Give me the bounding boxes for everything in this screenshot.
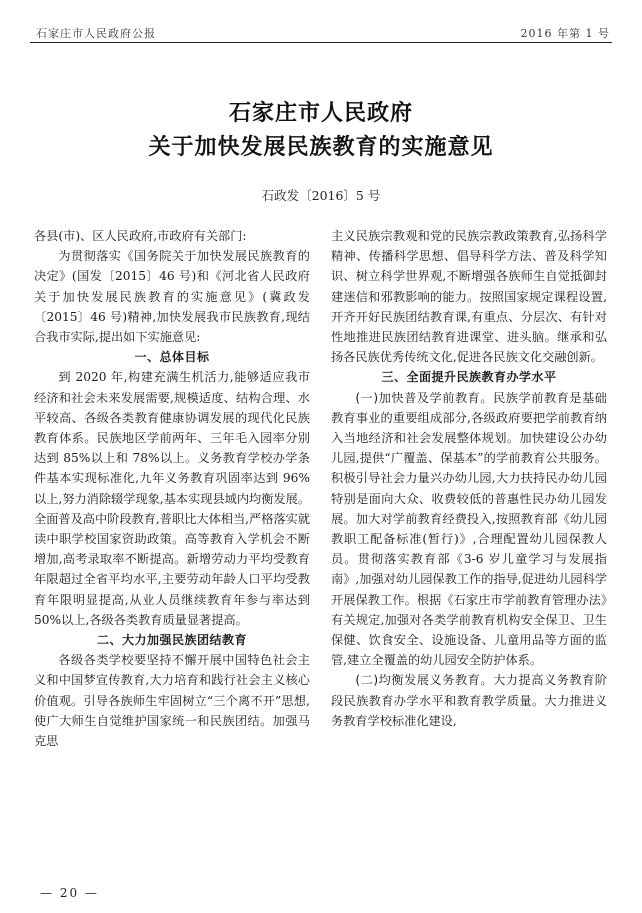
running-header [30, 22, 612, 42]
header-divider [30, 42, 612, 43]
document-title-line1: 石家庄市人民政府 [228, 101, 413, 126]
document-number: 石政发〔2016〕5 号 [261, 188, 381, 203]
section-heading-2: 二、大力加强民族团结教育 [96, 633, 247, 648]
subsection1-heading: (一)加快普及学前教育。 [355, 390, 494, 405]
section-heading-1: 一、总体目标 [134, 350, 210, 365]
right-column [331, 226, 607, 731]
section-heading-3: 三、全面提升民族教育办学水平 [381, 370, 557, 385]
section2-paragraph: 各级各类学校要坚持不懈开展中国特色社会主义和中国梦宣传教育,大力培育和践行社会主义核心价值观。引导各族师生牢固树立“三个离不开”思想,使广大师生自觉维护国家统一和民族团结。加强马克思 [34, 653, 310, 749]
section2-continued-paragraph: 主义民族宗教观和党的民族宗教政策教育,弘扬科学精神、传播科学思想、倡导科学方法、普及科学知识、树立科学世界观,不断增强各族师生自觉抵御封建迷信和邪教影响的能力。按照国家规定课程设置,开齐开好民族团结教育课,有重点、分层次、有针对性地推进民族团结教育进课堂、进头脑。继承和弘扬各民族优秀传统文化,促进各民族文化交融创新。 [331, 229, 607, 365]
publication-name: 石家庄市人民政府公报 [36, 27, 156, 40]
subsection1-paragraph [331, 388, 607, 671]
left-column [34, 226, 310, 751]
salutation: 各县(市)、区人民政府,市政府有关部门: [34, 229, 247, 243]
page-number: — 20 — [40, 886, 99, 900]
issue-number: 2016 年第 1 号 [520, 27, 610, 40]
subsection2-text: 大力提高义务教育阶段民族教育办学水平和教育教学质量。大力推进义务教育学校标准化建设, [331, 673, 607, 728]
subsection1-text: 民族学前教育是基础教育事业的重要组成部分,各级政府要把学前教育纳入当地经济和社会发展整体规划。加快建设公办幼儿园,提供“广覆盖、保基本”的学前教育公共服务。积极引导社会力量兴办幼儿园,大力扶持民办幼儿园特别是面向大众、收费较低的普惠性民办幼儿园发展。加大对学前教育经费投入,按照教育部《幼儿园教职工配备标准(暂行)》,合理配置幼儿园保教人员。贯彻落实教育部《3-6 岁儿童学习与发展指南》,加强对幼儿园保教工作的指导,促进幼儿园科学开展保教工作。根据《石家庄市学前教育管理办法》有关规定,加强对各类学前教育机构安全保卫、卫生保健、饮食安全、设施设备、儿童用品等方面的监管,建立全覆盖的幼儿园安全防护体系。 [331, 390, 607, 668]
intro-paragraph: 为贯彻落实《国务院关于加快发展民族教育的决定》(国发〔2015〕46 号)和《河北省人民政府关于加快发展民族教育的实施意见》(冀政发〔2015〕46 号)精神,加快发展我市民族教育,现结合我市实际,提出如下实施意见: [34, 249, 310, 345]
subsection2-paragraph [331, 670, 607, 731]
section1-paragraph: 到 2020 年,构建充满生机活力,能够适应我市经济和社会未来发展需要,规模适度、结构合理、水平较高、各级各类教育健康协调发展的现代化民族教育体系。民族地区学前两年、三年毛入园率分别达到 85%以上和 78%以上。义务教育学校办学条件基本实现标准化,九年义务教育巩固率达到 96%以上,努力消除辍学现象,基本实现县域内均衡发展。全面普及高中阶段教育,普职比大体相当,严格落实就读中职学校国家资助政策。高等教育入学机会不断增加,高考录取率不断提高。新增劳动力平均受教育年限超过全省平均水平,主要劳动年龄人口平均受教育年限明显提高,从业人员继续教育年参与率达到 50%以上,各级各类教育质量显著提高。 [34, 370, 310, 627]
subsection2-heading: (二)均衡发展义务教育。 [355, 673, 494, 688]
document-title-line2: 关于加快发展民族教育的实施意见 [148, 135, 494, 160]
